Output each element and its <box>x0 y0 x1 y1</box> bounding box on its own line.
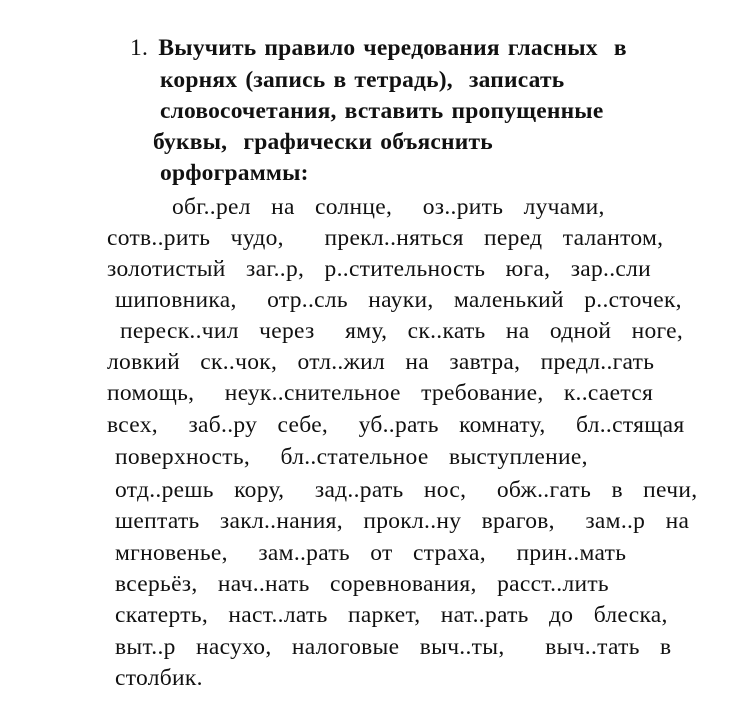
body-line-16: столбик. <box>115 665 203 691</box>
body-line-11: шептать закл..нания, прокл..ну врагов, зам..р на <box>115 508 690 534</box>
body-line-4: шиповника, отр..сль науки, маленький р..сточек, <box>115 287 682 313</box>
heading-line-3: словосочетания, вставить пропущенные <box>160 98 604 124</box>
body-line-7: помощь, неук..снительное требование, к..сается <box>107 380 654 406</box>
heading-line-5: орфограммы: <box>160 160 309 186</box>
body-line-6: ловкий ск..чок, отл..жил на завтра, предл..гать <box>107 349 655 375</box>
body-line-9: поверхность, бл..стательное выступление, <box>115 444 588 470</box>
body-line-12: мгновенье, зам..рать от страха, прин..мать <box>115 540 627 566</box>
task-number: 1. <box>130 35 149 61</box>
heading-line-2: корнях (запись в тетрадь), записать <box>160 67 565 93</box>
task-heading-text: Выучить правило чередования гласных в <box>158 35 627 61</box>
heading-line-1 <box>130 34 627 62</box>
body-line-13: всерьёз, нач..нать соревнования, расст..лить <box>115 571 609 597</box>
body-line-8: всех, заб..ру себе, уб..рать комнату, бл..стящая <box>107 412 685 438</box>
body-line-15: выт..р насухо, налоговые выч..ты, выч..тать в <box>115 634 672 660</box>
body-line-10: отд..решь кору, зад..рать нос, обж..гать в печи, <box>115 477 698 503</box>
body-line-14: скатерть, наст..лать паркет, нат..рать до блеска, <box>115 602 668 628</box>
body-line-1: обг..рел на солнце, оз..рить лучами, <box>172 194 605 220</box>
body-line-3: золотистый заг..р, р..стительность юга, зар..сли <box>107 256 652 282</box>
body-line-2: сотв..рить чудо, прекл..няться перед талантом, <box>107 225 664 251</box>
heading-line-4: буквы, графически объяснить <box>153 129 493 155</box>
body-line-5: переск..чил через яму, ск..кать на одной ноге, <box>120 318 684 344</box>
